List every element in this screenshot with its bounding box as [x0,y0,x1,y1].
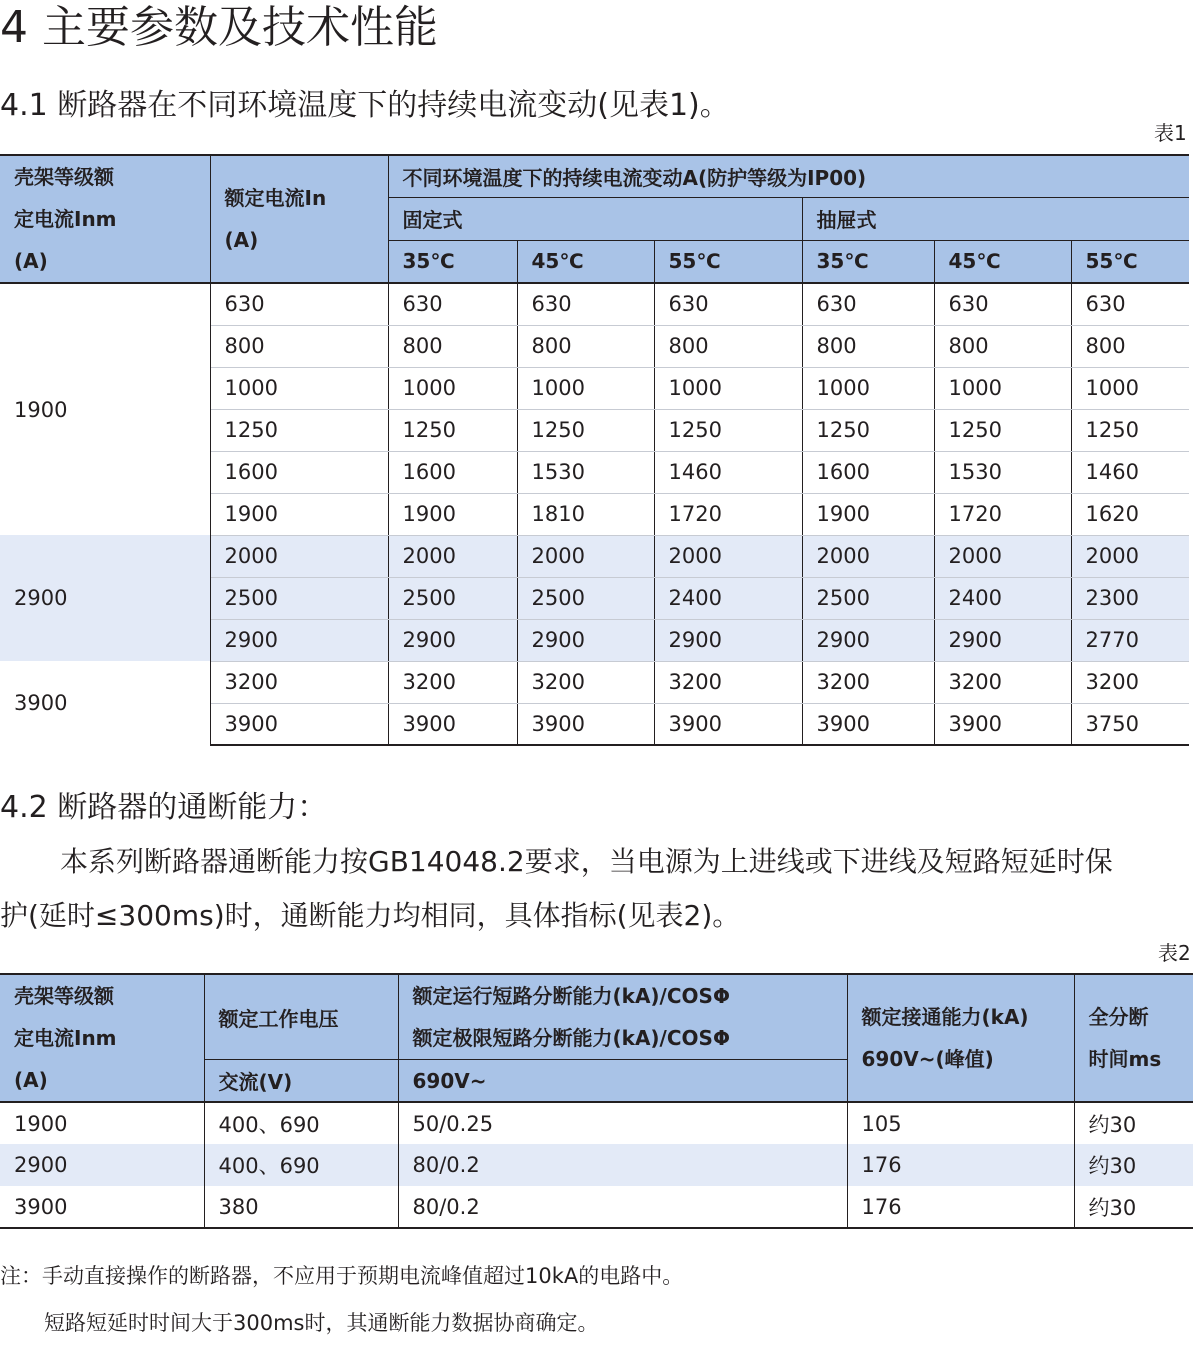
paragraph-line-1: 本系列断路器通断能力按GB14048.2要求，当电源为上进线或下进线及短路短延时保 [60,845,1113,878]
current-value-cell: 1720 [654,493,802,535]
header-voltage-unit: 交流(V) [204,1060,398,1102]
current-value-cell: 2000 [1071,535,1189,577]
current-value-cell: 630 [388,283,517,325]
header-frame-current [0,155,210,283]
current-value-cell: 1900 [802,493,934,535]
current-value-cell: 3200 [1071,661,1189,703]
current-value-cell: 3200 [517,661,654,703]
current-value-cell: 800 [934,325,1071,367]
header-break-time [1074,974,1193,1102]
table-row [0,661,1189,703]
rated-current-cell: 3900 [210,703,388,745]
header-break-time-line: 时间ms [1088,1047,1162,1071]
current-value-cell: 1530 [517,451,654,493]
header-row [0,155,1189,198]
header-break-time-line: 全分断 [1088,1005,1149,1029]
current-value-cell: 800 [1071,325,1189,367]
making-capacity-cell: 176 [847,1144,1074,1186]
table-1-number: 表1 [1154,121,1187,145]
current-value-cell: 630 [1071,283,1189,325]
current-value-cell: 1460 [1071,451,1189,493]
header-breaking-capacity-line: 额定运行短路分断能力(kA)/COSΦ [412,984,730,1009]
header-frame-current-line: 定电流Inm [14,207,117,231]
making-capacity-cell: 105 [847,1102,1074,1144]
current-value-cell: 1900 [388,493,517,535]
current-value-cell: 1000 [654,367,802,409]
header-fixed: 固定式 [388,198,802,241]
frame-current-cell: 2900 [0,535,210,661]
current-value-cell: 2500 [388,577,517,619]
section-4-2-heading: 4.2 断路器的通断能力： [0,790,328,825]
current-value-cell: 1600 [802,451,934,493]
note-line-1: 注：手动直接操作的断路器，不应用于预期电流峰值超过10kA的电路中。 [0,1264,684,1288]
current-value-cell: 1000 [1071,367,1189,409]
header-frame-current [0,974,204,1102]
frame-current-cell: 1900 [0,283,210,535]
header-temperature: 45℃ [517,240,654,283]
break-time-cell: 约30 [1074,1186,1193,1228]
header-rated-current [210,155,388,283]
current-value-cell: 3750 [1071,703,1189,745]
header-making-capacity [847,974,1074,1102]
header-group-title: 不同环境温度下的持续电流变动A(防护等级为IP00) [388,155,1189,198]
table-2-number: 表2 [1158,941,1191,965]
table-2 [0,973,1193,1229]
current-value-cell: 2000 [802,535,934,577]
current-value-cell: 2000 [517,535,654,577]
header-rated-current-line: (A) [224,228,259,252]
paragraph-line-2: 护(延时≤300ms)时，通断能力均相同，具体指标(见表2)。 [0,899,741,932]
current-value-cell: 3900 [802,703,934,745]
table-1 [0,154,1189,746]
table-row [0,1102,1193,1144]
current-value-cell: 630 [802,283,934,325]
header-temperature: 35℃ [388,240,517,283]
current-value-cell: 1000 [517,367,654,409]
current-value-cell: 1250 [654,409,802,451]
current-value-cell: 1000 [802,367,934,409]
break-time-cell: 约30 [1074,1144,1193,1186]
rated-current-cell: 2500 [210,577,388,619]
header-drawout: 抽屉式 [802,198,1189,241]
breaking-capacity-cell: 80/0.2 [398,1186,847,1228]
current-value-cell: 1250 [802,409,934,451]
current-value-cell: 1720 [934,493,1071,535]
current-value-cell: 3900 [517,703,654,745]
current-value-cell: 1250 [517,409,654,451]
header-temperature: 35℃ [802,240,934,283]
table-row [0,1144,1193,1186]
current-value-cell: 3900 [388,703,517,745]
current-value-cell: 1000 [934,367,1071,409]
current-value-cell: 2900 [934,619,1071,661]
header-frame-current-line: 定电流Inm [14,1026,117,1050]
current-value-cell: 3900 [934,703,1071,745]
section-title: 4 主要参数及技术性能 [0,2,438,53]
current-value-cell: 2900 [517,619,654,661]
current-value-cell: 630 [517,283,654,325]
making-capacity-cell: 176 [847,1186,1074,1228]
current-value-cell: 3900 [654,703,802,745]
rated-current-cell: 630 [210,283,388,325]
voltage-cell: 380 [204,1186,398,1228]
breaking-capacity-cell: 50/0.25 [398,1102,847,1144]
current-value-cell: 800 [388,325,517,367]
current-value-cell: 800 [654,325,802,367]
frame-current-cell: 3900 [0,661,210,745]
break-time-cell: 约30 [1088,1112,1137,1137]
header-temperature: 45℃ [934,240,1071,283]
frame-current-cell: 3900 [0,1186,204,1228]
header-voltage: 额定工作电压 [204,974,398,1060]
current-value-cell: 800 [517,325,654,367]
current-value-cell: 1250 [934,409,1071,451]
rated-current-cell: 1900 [210,493,388,535]
current-value-cell: 630 [934,283,1071,325]
frame-current-cell: 2900 [0,1144,204,1186]
header-frame-current-line: (A) [14,249,48,273]
current-value-cell: 2000 [388,535,517,577]
current-value-cell: 2770 [1071,619,1189,661]
current-value-cell: 3200 [802,661,934,703]
header-frame-current-line: 壳架等级额 [14,165,114,189]
current-value-cell: 1250 [388,409,517,451]
header-breaking-voltage: 690V~ [398,1060,847,1102]
current-value-cell: 1810 [517,493,654,535]
current-value-cell: 1620 [1071,493,1189,535]
voltage-cell: 400、690 [204,1102,398,1144]
header-row [0,974,1193,1060]
current-value-cell: 1250 [1071,409,1189,451]
rated-current-cell: 3200 [210,661,388,703]
header-frame-current-line: 壳架等级额 [14,984,114,1008]
current-value-cell: 1600 [388,451,517,493]
section-4-1-heading: 4.1 断路器在不同环境温度下的持续电流变动(见表1)。 [0,88,730,123]
breaking-capacity-cell: 80/0.2 [398,1144,847,1186]
rated-current-cell: 800 [210,325,388,367]
rated-current-cell: 2900 [210,619,388,661]
table-row [0,535,1189,577]
current-value-cell: 630 [654,283,802,325]
current-value-cell: 2000 [934,535,1071,577]
header-breaking-capacity [398,974,847,1060]
current-value-cell: 1530 [934,451,1071,493]
rated-current-cell: 1000 [210,367,388,409]
table-row [0,283,1189,325]
current-value-cell: 2900 [654,619,802,661]
current-value-cell: 3200 [388,661,517,703]
rated-current-cell: 2000 [210,535,388,577]
current-value-cell: 3200 [654,661,802,703]
current-value-cell: 2400 [654,577,802,619]
header-making-capacity-line: 690V~(峰值) [861,1047,994,1071]
header-breaking-capacity-line: 额定极限短路分断能力(kA)/COSΦ [412,1026,730,1051]
table-row [0,1186,1193,1228]
rated-current-cell: 1600 [210,451,388,493]
note-line-2: 短路短延时时间大于300ms时，其通断能力数据协商确定。 [44,1311,599,1335]
rated-current-cell: 1250 [210,409,388,451]
header-rated-current-line: 额定电流In [224,186,327,210]
current-value-cell: 1000 [388,367,517,409]
current-value-cell: 2500 [517,577,654,619]
current-value-cell: 800 [802,325,934,367]
current-value-cell: 2000 [654,535,802,577]
current-value-cell: 2900 [388,619,517,661]
current-value-cell: 1460 [654,451,802,493]
header-frame-current-line: (A) [14,1068,48,1092]
current-value-cell: 2300 [1071,577,1189,619]
header-temperature: 55℃ [654,240,802,283]
frame-current-cell: 1900 [0,1102,204,1144]
header-making-capacity-line: 额定接通能力(kA) [861,1005,1029,1029]
current-value-cell: 2900 [802,619,934,661]
current-value-cell: 3200 [934,661,1071,703]
current-value-cell: 2400 [934,577,1071,619]
header-temperature: 55℃ [1071,240,1189,283]
voltage-cell: 400、690 [204,1144,398,1186]
current-value-cell: 2500 [802,577,934,619]
